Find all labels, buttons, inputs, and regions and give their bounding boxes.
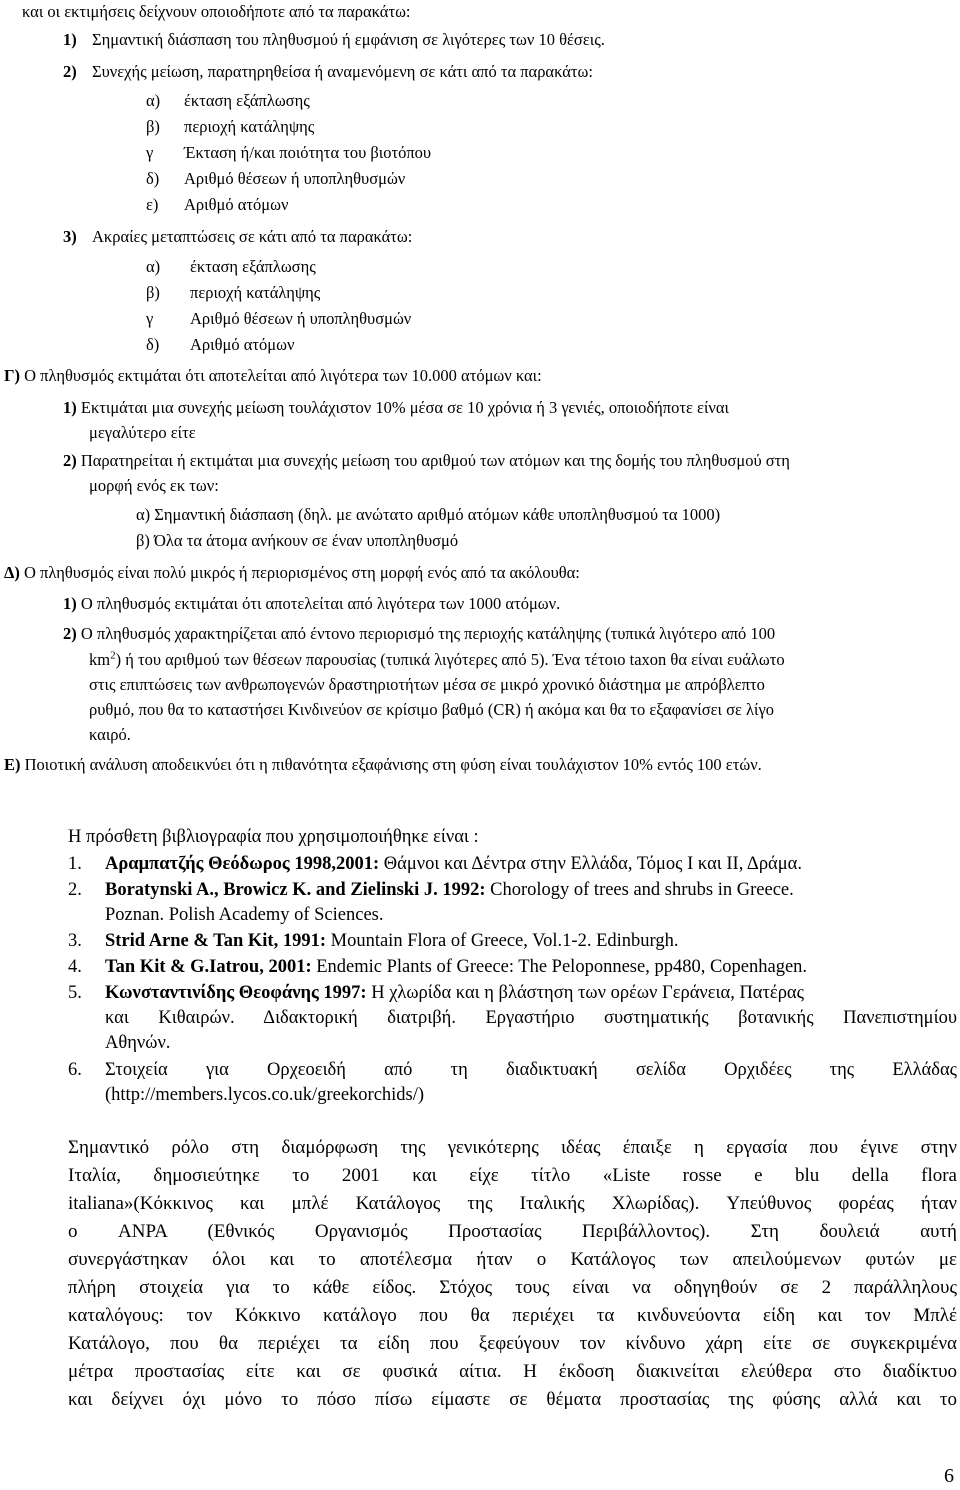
paragraph-line: και δείχνει όχι μόνο το πόσο πίσω είμαστε σε θέματα προστασίας της φύσης αλλά και το: [68, 1389, 957, 1410]
item-number: 2): [63, 451, 77, 470]
intro-text: και οι εκτιμήσεις δείχνουν οποιοδήποτε από τα παρακάτω:: [22, 2, 411, 21]
sub-item: Αριθμό θέσεων ή υποπληθυσμών: [190, 309, 412, 328]
reference-item: Κωνσταντινίδης Θεοφάνης 1997: Η χλωρίδα και η βλάστηση των ορέων Γεράνεια, Πατέρας: [105, 983, 804, 1003]
sub-item: έκταση εξάπλωσης: [190, 257, 316, 276]
paragraph-line: πλήρη στοιχεία για το κάθε είδος. Στόχος τους είναι να οδηγηθούν σε 2 παράλληλους: [68, 1277, 957, 1298]
paragraph-line: ο ANPA (Εθνικός Οργανισμός Προστασίας Περιβάλλοντος). Στη δουλειά αυτή: [68, 1221, 957, 1242]
reference-cont: και Κιθαιρών. Διδακτορική διατριβή. Εργαστήριο συστηματικής βοτανικής Πανεπιστημίου: [105, 1008, 957, 1028]
sub-item: Έκταση ή/και ποιότητα του βιοτόπου: [184, 143, 432, 162]
item-number: 1): [63, 398, 77, 417]
list-item: Συνεχής μείωση, παρατηρηθείσα ή αναμενόμενη σε κάτι από τα παρακάτω:: [92, 62, 593, 81]
ref-number: 2.: [68, 880, 82, 900]
sub-item: Αριθμό ατόμων: [190, 335, 295, 354]
delta-item-1: [63, 594, 560, 614]
section-head: Δ): [4, 563, 20, 582]
gamma-item-2: [63, 451, 790, 471]
sub-item: περιοχή κατάληψης: [184, 117, 315, 136]
paragraph-line: μέτρα προστασίας είτε και σε φυσικά αίτια. Η έκδοση διακινείται ελεύθερα στο διαδίκτυο: [68, 1361, 957, 1382]
reference-item: Boratynski A., Browicz K. and Zielinski J. 1992: Chorology of trees and shrubs in Greece.: [105, 880, 794, 900]
item-text-cont: μεγαλύτερο είτε: [89, 423, 196, 442]
sub-item: α) Σημαντική διάσπαση (δηλ. με ανώτατο αριθμό ατόμων κάθε υποπληθυσμού τα 1000): [136, 505, 721, 524]
sub-label: α): [146, 257, 161, 276]
reference-item: Αραμπατζής Θεόδωρος 1998,2001: Θάμνοι και Δέντρα στην Ελλάδα, Τόμος Ι και ΙΙ, Δράμα.: [105, 854, 802, 874]
ref-number: 6.: [68, 1060, 82, 1080]
sub-label: α): [146, 91, 161, 110]
item-text-cont: στις επιπτώσεις των ανθρωπογενών δραστηριοτήτων μέσα σε μικρό χρονικό διάστημα με απρόβλεπτο: [89, 675, 765, 694]
sub-label: ε): [146, 195, 159, 214]
sub-label: δ): [146, 169, 160, 188]
item-text-cont: ρυθμό, που θα το καταστήσει Κινδινεύον σε κρίσιμο βαθμό (CR) ή ακόμα και θα το εξαφανίσει σε λίγο: [89, 700, 775, 719]
item-text: Εκτιμάται μια συνεχής μείωση τουλάχιστον 10% μέσα σε 10 χρόνια ή 3 γενιές, οποιοδήποτε είναι: [76, 398, 729, 417]
paragraph-line: συνεργάστηκαν όλοι και το αποτέλεσμα ήταν ο Κατάλογος των απειλούμενων φυτών με: [68, 1249, 957, 1270]
item-number: 1): [63, 594, 77, 613]
reference-item: Στοιχεία για Ορχεοειδή από τη διαδικτυακή σελίδα Ορχιδέες της Ελλάδας: [105, 1060, 957, 1080]
sub-label: β): [146, 283, 160, 302]
paragraph-line: Ιταλία, δημοσιεύτηκε το 2001 και είχε τίτλο «Liste rosse e blu della flora: [68, 1165, 957, 1186]
item-number: 2): [63, 62, 77, 81]
item-number: 1): [63, 30, 77, 49]
delta-item-2: [63, 624, 775, 644]
gamma-item-1: [63, 398, 729, 418]
ref-number: 1.: [68, 854, 82, 874]
item-text-cont: $km^2$) ή του αριθμού των θέσεων παρουσίας (τυπικά λιγότερες από 5). Ένα τέτοιο taxon θα είναι ευάλωτο: [89, 649, 785, 669]
item-number: 3): [63, 227, 77, 246]
reference-cont: Poznan. Polish Academy of Sciences.: [105, 905, 384, 925]
list-item: Ακραίες μεταπτώσεις σε κάτι από τα παρακάτω:: [92, 227, 413, 246]
item-number: 2): [63, 624, 77, 643]
paragraph-line: italiana»(Κόκκινος και μπλέ Κατάλογος της Ιταλικής Χλωρίδας). Υπεύθυνος φορέας ήταν: [68, 1193, 957, 1214]
sub-label: γ: [146, 143, 154, 162]
sub-label: β): [146, 117, 160, 136]
sub-item: Αριθμό ατόμων: [184, 195, 289, 214]
item-text: Ο πληθυσμός χαρακτηρίζεται από έντονο περιορισμό της περιοχής κατάληψης (τυπικά λιγότερο από 100: [76, 624, 776, 643]
item-text-cont: μορφή ενός εκ των:: [89, 476, 219, 495]
item-text: Ο πληθυσμός εκτιμάται ότι αποτελείται από λιγότερα των 1000 ατόμων.: [76, 594, 561, 613]
section-head: Ε): [4, 755, 21, 774]
page-number: 6: [944, 1465, 954, 1487]
ref-number: 4.: [68, 957, 82, 977]
reference-item: Tan Kit & G.Iatrou, 2001: Endemic Plants of Greece: The Peloponnese, pp480, Copenhagen.: [105, 957, 808, 977]
paragraph-line: καταλόγους: τον Κόκκινο κατάλογο που θα περιέχει τα κινδυνεύοντα είδη και τον Μπλέ: [68, 1305, 957, 1326]
section-delta: [4, 563, 580, 583]
sub-label: γ: [146, 309, 154, 328]
bibliography-title: Η πρόσθετη βιβλιογραφία που χρησιμοποιήθηκε είναι :: [68, 827, 479, 847]
paragraph-line: Σημαντικό ρόλο στη διαμόρφωση της γενικότερης ιδέας έπαιξε η εργασία που έγινε στην: [68, 1137, 957, 1158]
reference-item: Strid Arne & Tan Kit, 1991: Mountain Flora of Greece, Vol.1-2. Edinburgh.: [105, 931, 679, 951]
item-text: Παρατηρείται ή εκτιμάται μια συνεχής μείωση του αριθμού των ατόμων και της δομής του πληθυσμού στη: [76, 451, 790, 470]
paragraph-line: Κατάλογο, που θα περιέχει τα είδη που ξεφεύγουν τον κίνδυνο χάρη είτε σε συγκεκριμένα: [68, 1333, 957, 1354]
reference-cont: (http://members.lycos.co.uk/greekorchids/): [105, 1085, 425, 1105]
item-text-cont: καιρό.: [89, 725, 131, 744]
section-text: Ο πληθυσμός είναι πολύ μικρός ή περιορισμένος στη μορφή ενός από τα ακόλουθα:: [19, 563, 580, 582]
sub-item: β) Όλα τα άτομα ανήκουν σε έναν υποπληθυσμό: [136, 531, 459, 550]
ref-number: 5.: [68, 983, 82, 1003]
sub-item: περιοχή κατάληψης: [190, 283, 321, 302]
sub-item: Αριθμό θέσεων ή υποπληθυσμών: [184, 169, 406, 188]
sub-item: έκταση εξάπλωσης: [184, 91, 310, 110]
section-text: Ο πληθυσμός εκτιμάται ότι αποτελείται από λιγότερα των 10.000 ατόμων και:: [20, 366, 542, 385]
section-text: Ποιοτική ανάλυση αποδεικνύει ότι η πιθανότητα εξαφάνισης στη φύση είναι τουλάχιστον 10% εντός 100 ετών.: [20, 755, 762, 774]
reference-cont: Αθηνών.: [105, 1033, 171, 1053]
section-gamma: [4, 366, 542, 386]
ref-number: 3.: [68, 931, 82, 951]
section-epsilon: [4, 755, 762, 775]
section-head: Γ): [4, 366, 20, 385]
sub-label: δ): [146, 335, 160, 354]
list-item: Σημαντική διάσπαση του πληθυσμού ή εμφάνιση σε λιγότερες των 10 θέσεις.: [92, 30, 605, 49]
